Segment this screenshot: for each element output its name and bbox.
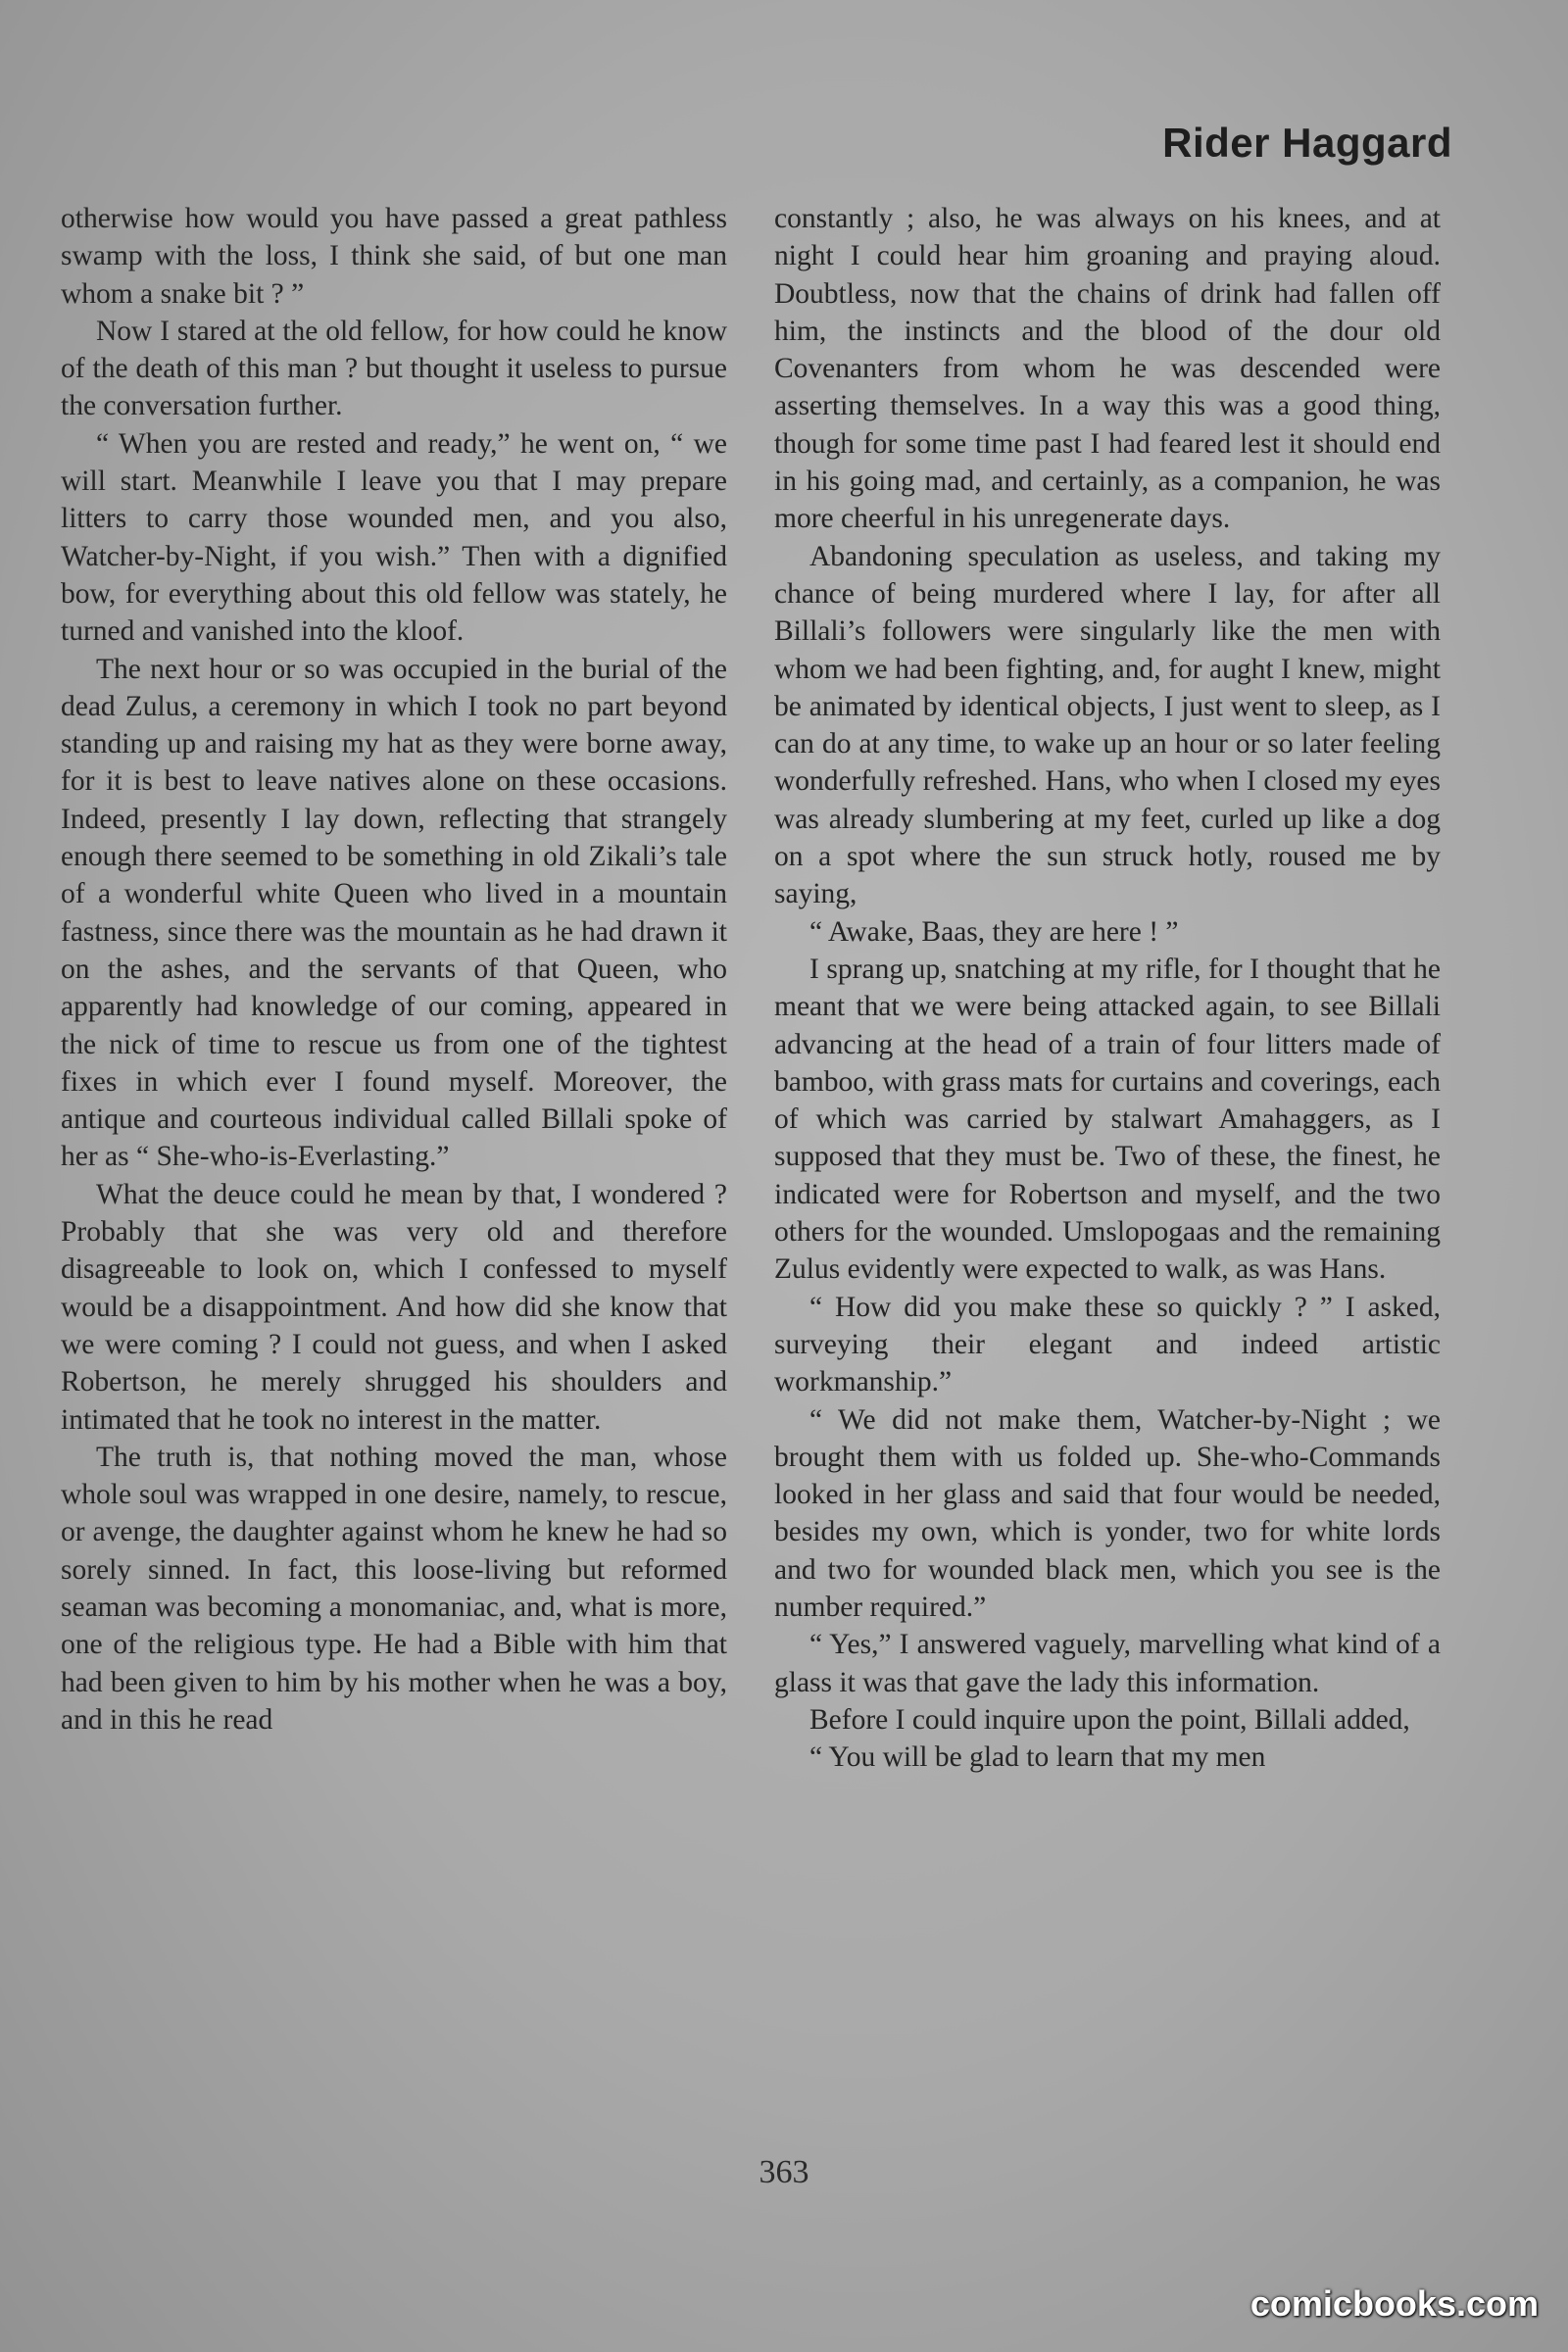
paragraph: constantly ; also, he was always on his knees, and at night I could hear him groaning and praying aloud. Doubtless, now that the chains of drink had fallen off him, the instincts and the blood of the dour old Covenanters from whom he was descended were asserting themselves. In a way this was a good thing, though for some time past I had feared lest it should end in his going mad, and certainly, as a companion, he was more cheerful in his unregenerate days.: [774, 203, 1441, 535]
paragraph: What the deuce could he mean by that, I wondered ? Probably that she was very old and therefore disagreeable to look on, which I confessed to myself would be a disappointment. And how did she know that we were coming ? I could not guess, and when I asked Robertson, he merely shrugged his shoulders and intimated that he took no interest in the matter.: [61, 1178, 727, 1436]
left-text-column: [61, 200, 727, 1739]
paragraph: The truth is, that nothing moved the man, whose whole soul was wrapped in one desire, namely, to rescue, or avenge, the daughter against whom he knew he had so sorely sinned. In fact, this loose-living but reformed seaman was becoming a monomaniac, and, what is more, one of the religious type. He had a Bible with him that had been given to him by his mother when he was a boy, and in this he read: [61, 1441, 727, 1736]
paragraph: “ When you are rested and ready,” he went on, “ we will start. Meanwhile I leave you that I may prepare litters to carry those wounded men, and you also, Watcher-by-Night, if you wish.” Then with a dignified bow, for everything about this old fellow was stately, he turned and vanished into the kloof.: [61, 427, 727, 648]
paragraph: Abandoning speculation as useless, and taking my chance of being murdered where I lay, for after all Billali’s followers were singularly like the men with whom we had been fighting, and, for aught I knew, might be animated by identical objects, I just went to sleep, as I can do at any time, to wake up an hour or so later feeling wonderfully refreshed. Hans, who when I closed my eyes was already slumbering at my feet, curled up like a dog on a spot where the sun struck hotly, roused me by saying,: [774, 540, 1441, 910]
paragraph: “ Awake, Baas, they are here ! ”: [809, 915, 1179, 948]
paragraph: otherwise how would you have passed a great pathless swamp with the loss, I think she said, of but one man whom a snake bit ? ”: [61, 203, 727, 310]
watermark-logo: comicbooks.com: [1250, 2283, 1539, 2324]
paragraph: Now I stared at the old fellow, for how could he know of the death of this man ? but thought it useless to pursue the conversation further.: [61, 315, 727, 422]
paragraph: The next hour or so was occupied in the burial of the dead Zulus, a ceremony in which I took no part beyond standing up and raising my hat as they were borne away, for it is best to leave natives alone on these occasions. Indeed, presently I lay down, reflecting that strangely enough there seemed to be something in old Zikali’s tale of a wonderful white Queen who lived in a mountain fastness, since there was the mountain as he had drawn it on the ashes, and the servants of that Queen, who apparently had knowledge of our coming, appeared in the nick of time to rescue us from one of the tightest fixes in which ever I found myself. Moreover, the antique and courteous individual called Billali spoke of her as “ She-who-is-Everlasting.”: [61, 653, 727, 1173]
right-text-column: [774, 200, 1441, 1776]
paragraph: Before I could inquire upon the point, Billali added,: [809, 1703, 1410, 1736]
paragraph: “ You will be glad to learn that my men: [809, 1741, 1266, 1774]
paragraph: “ Yes,” I answered vaguely, marvelling what kind of a glass it was that gave the lady this information.: [774, 1629, 1441, 1698]
running-head-title: Rider Haggard: [1162, 120, 1452, 166]
paragraph: “ We did not make them, Watcher-by-Night ; we brought them with us folded up. She-who-Commands looked in her glass and said that four would be needed, besides my own, which is yonder, two for white lords and two for wounded black men, which you see is the number required.”: [774, 1403, 1441, 1623]
paragraph: I sprang up, snatching at my rifle, for I thought that he meant that we were being attacked again, to see Billali advancing at the head of a train of four litters made of bamboo, with grass mats for curtains and coverings, each of which was carried by stalwart Amahaggers, as I supposed that they must be. Two of these, the finest, he indicated were for Robertson and myself, and the two others for the wounded. Umslopogaas and the remaining Zulus evidently were expected to walk, as was Hans.: [774, 953, 1441, 1286]
paragraph: “ How did you make these so quickly ? ” I asked, surveying their elegant and indeed artistic workmanship.”: [774, 1291, 1441, 1398]
page-number: 363: [759, 2154, 809, 2190]
